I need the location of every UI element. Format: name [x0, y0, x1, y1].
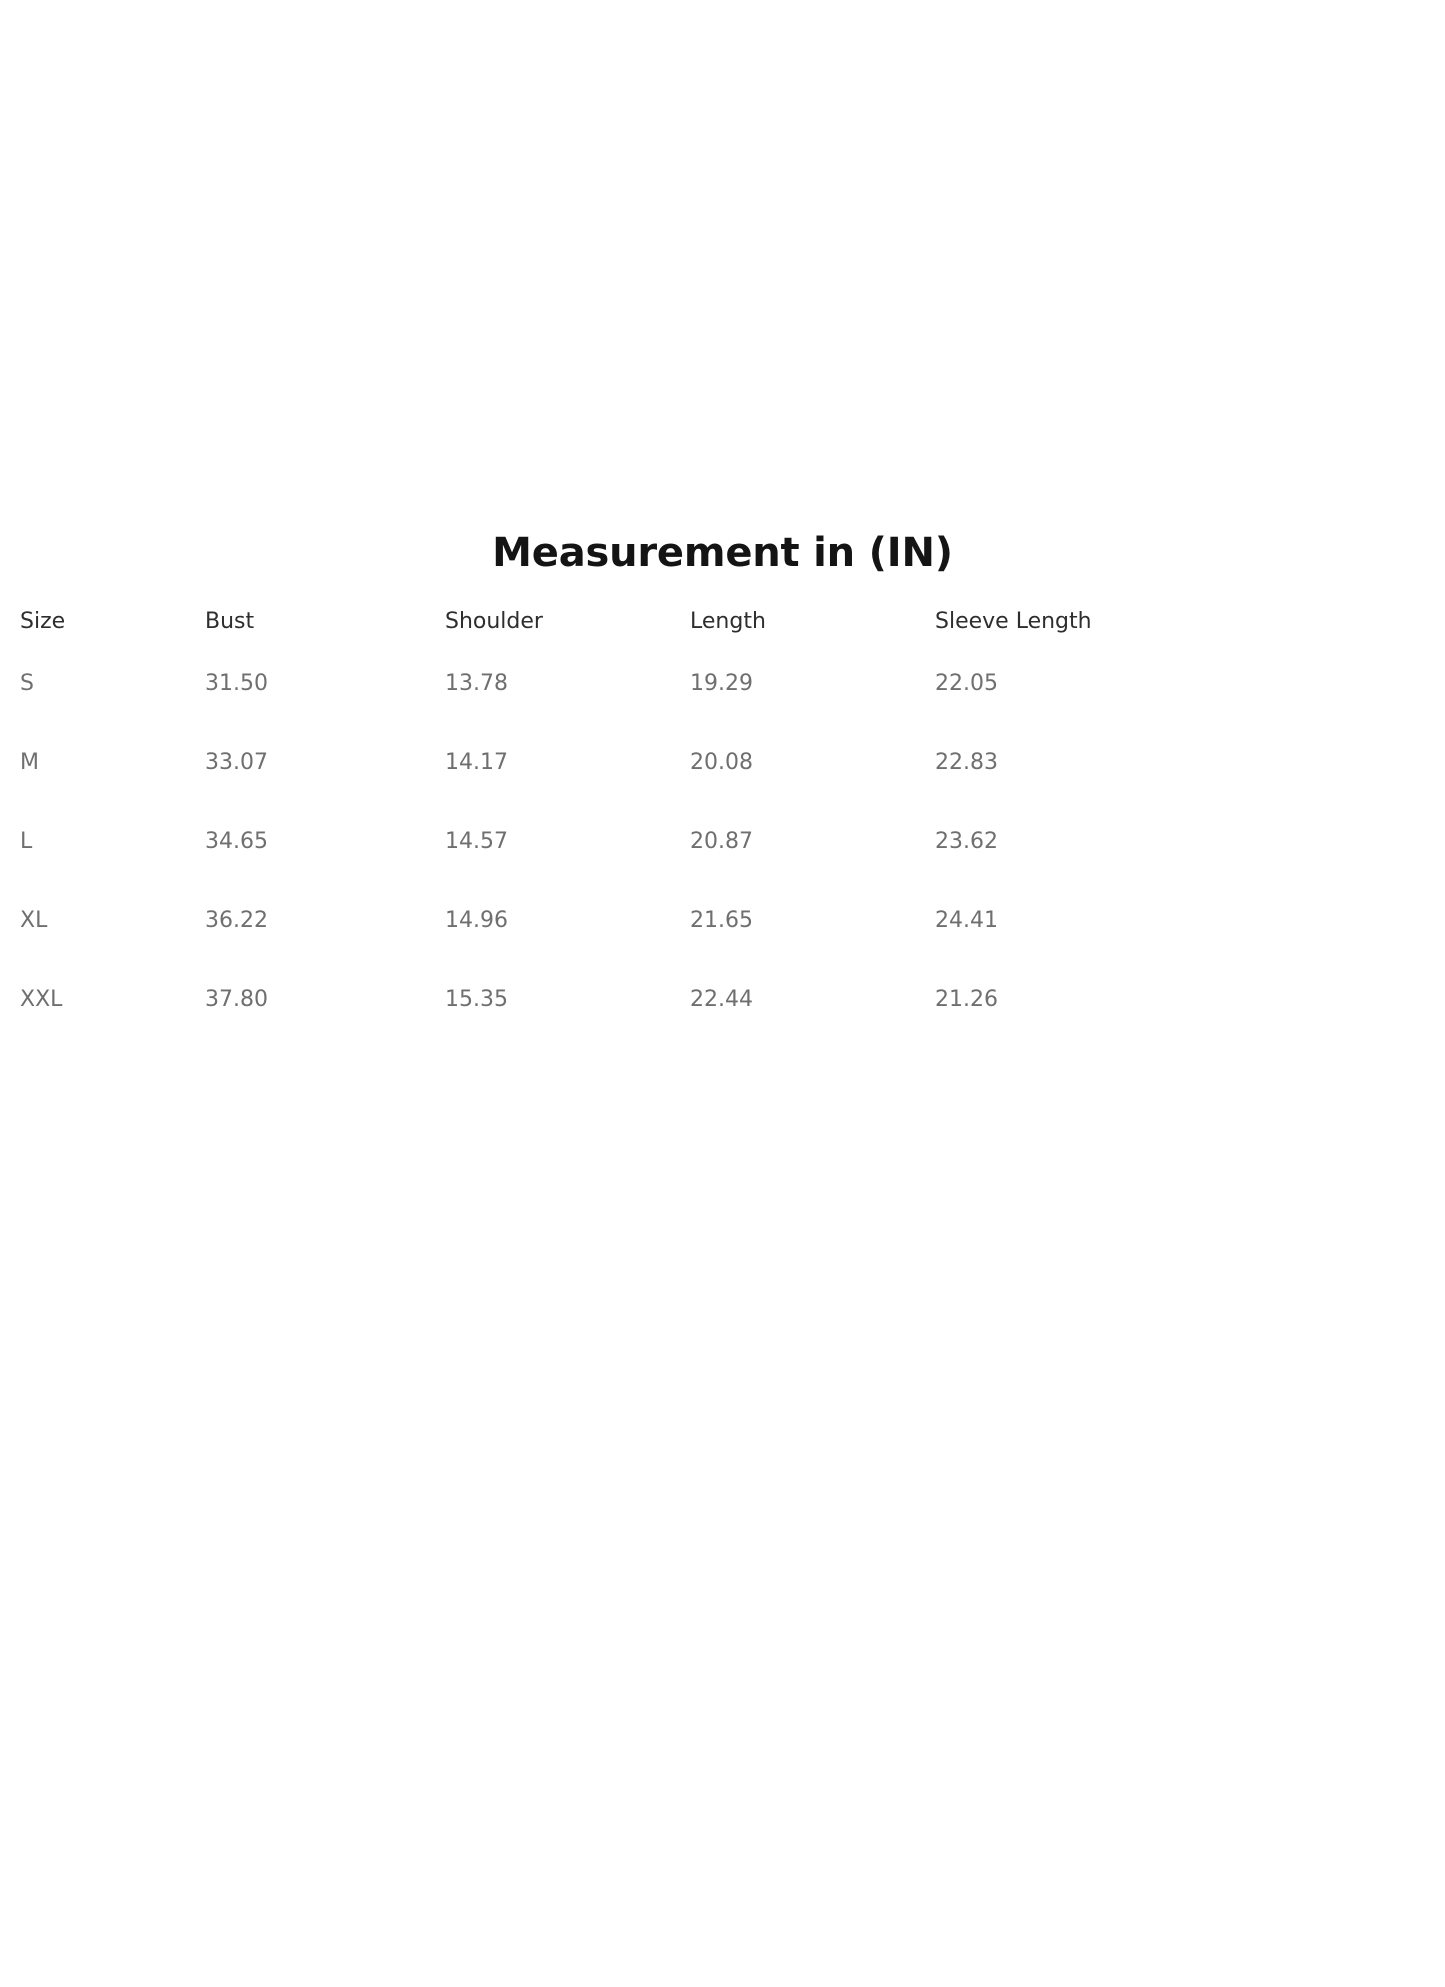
table-row [0, 802, 1445, 881]
cell-length: 22.44 [690, 987, 753, 1012]
cell-shoulder: 14.96 [445, 908, 508, 933]
cell-sleeve-length: 23.62 [935, 829, 998, 854]
cell-shoulder: 14.17 [445, 750, 508, 775]
cell-size: M [20, 750, 39, 775]
table-row [0, 960, 1445, 1039]
cell-shoulder: 13.78 [445, 671, 508, 696]
cell-bust: 37.80 [205, 987, 268, 1012]
table-row [0, 723, 1445, 802]
cell-bust: 33.07 [205, 750, 268, 775]
cell-size: S [20, 671, 34, 696]
cell-bust: 34.65 [205, 829, 268, 854]
cell-shoulder: 14.57 [445, 829, 508, 854]
column-header-size: Size [20, 608, 66, 634]
column-header-sleeve-length: Sleeve Length [935, 608, 1092, 634]
measurement-table [0, 598, 1445, 1039]
cell-size: XL [20, 908, 48, 933]
cell-sleeve-length: 22.83 [935, 750, 998, 775]
cell-length: 21.65 [690, 908, 753, 933]
page-title: Measurement in (IN) [492, 530, 953, 576]
cell-size: XXL [20, 987, 63, 1012]
column-header-length: Length [690, 608, 766, 634]
cell-size: L [20, 829, 33, 854]
cell-length: 20.08 [690, 750, 753, 775]
table-header-row [0, 598, 1445, 644]
column-header-bust: Bust [205, 608, 255, 634]
table-row [0, 881, 1445, 960]
cell-shoulder: 15.35 [445, 987, 508, 1012]
cell-sleeve-length: 21.26 [935, 987, 998, 1012]
cell-length: 19.29 [690, 671, 753, 696]
cell-bust: 31.50 [205, 671, 268, 696]
cell-length: 20.87 [690, 829, 753, 854]
table-row [0, 644, 1445, 723]
column-header-shoulder: Shoulder [445, 608, 543, 634]
cell-sleeve-length: 24.41 [935, 908, 998, 933]
cell-sleeve-length: 22.05 [935, 671, 998, 696]
cell-bust: 36.22 [205, 908, 268, 933]
